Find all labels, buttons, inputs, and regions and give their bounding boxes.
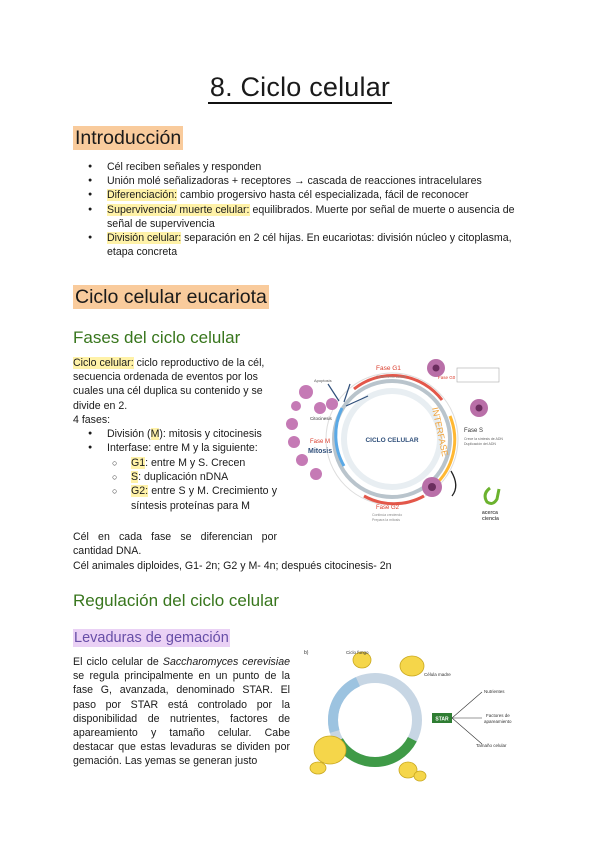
center-label: CICLO CELULAR <box>365 437 419 444</box>
factores-label-2: apareamiento <box>484 719 512 724</box>
fase-g0-label: Fase G0 <box>438 375 456 380</box>
heading-ciclo-eucariota: Ciclo celular eucariota <box>75 286 267 308</box>
apoptosis-label: Apoptosis <box>314 378 332 383</box>
fases-list <box>73 427 277 455</box>
logo-text-1: acerca <box>482 510 498 516</box>
star-label: STAR <box>435 716 449 723</box>
list-item: ● Diferenciación: cambio progersivo hasta cél especializada, fácil de reconocer <box>73 188 533 202</box>
fase-s-label: Fase S <box>464 428 484 434</box>
list-item: ● Cél reciben señales y responden <box>73 160 533 174</box>
paragraph-diploides: Cél animales diploides, G1- 2n; G2 y M- 4n; después citocinesis- 2n <box>73 560 392 572</box>
interfase-label: INTERFASE <box>430 406 451 458</box>
list-item: ● Unión molé señalizadoras + receptores → cascada de reacciones intracelulares <box>73 174 533 188</box>
fase-s-sub2: Duplicación del ADN <box>464 442 496 446</box>
intro-list <box>73 160 533 259</box>
fase-g2-sub2: Prepara la mitosis <box>372 518 401 522</box>
paragraph-cantidad-dna: Cél en cada fase se diferencian por cantidad DNA. <box>73 531 277 558</box>
n-fases: 4 fases: <box>73 414 111 426</box>
list-item: ○ S: duplicación nDNA <box>97 470 277 484</box>
fig2-label-b: b) <box>304 650 309 656</box>
list-item: ○ G1: entre M y S. Crecen <box>97 456 277 470</box>
subfases-list <box>97 456 277 513</box>
citocinesis-label: Citocinesis <box>310 416 332 421</box>
heading-introduccion: Introducción <box>75 127 182 149</box>
paragraph-levaduras: El ciclo celular de Saccharomyces cerevisiae se regula principalmente en un punto de la fase G, avanzada, denominado STAR. El paso por STAR está controlado por la disponibilidad de nutrientes, factores de apareamiento y tamaño celular. Cabe destacar que estas levaduras se dividen por gemación. Las yemas se generan justo <box>73 656 290 768</box>
fase-m-label: Fase M <box>310 439 331 445</box>
heading-fases: Fases del ciclo celular <box>73 328 241 347</box>
fase-g2-label: Fase G2 <box>376 505 400 511</box>
tamano-label: Tamaño celular <box>476 743 507 748</box>
def-ciclo: Ciclo celular: ciclo reproductivo de la cél, secuencia ordenada de eventos por los cuales una cél duplica su contenido y se divide en 2. <box>73 357 265 412</box>
g1-sub-label: Crecimiento celular <box>376 375 406 379</box>
yeast-cycle-diagram <box>300 644 525 784</box>
heading-levaduras: Levaduras de gemación <box>74 630 229 646</box>
list-item: ● División celular: separación en 2 cél hijas. En eucariotas: división núcleo y citoplasma, etapa concreta <box>73 231 533 259</box>
logo-text-2: ciencia <box>482 516 499 522</box>
list-item: ○ G2: entre S y M. Crecimiento y síntesis proteínas para M <box>97 484 277 512</box>
yema-label: Ciclo fungo <box>346 650 369 655</box>
page-title: 8. Ciclo celular <box>209 72 391 102</box>
list-item: ● Interfase: entre M y la siguiente: <box>73 441 277 455</box>
celula-label: Célula madre <box>424 672 451 677</box>
nutrientes-label: Nutrientes <box>484 689 505 694</box>
fase-s-sub1: Crece la síntesis de ADN <box>464 437 503 441</box>
list-item: ● Supervivencia/ muerte celular: equilibrados. Muerte por señal de muerte o ausencia de señal de supervivencia <box>73 203 533 231</box>
list-item: ● División (M): mitosis y citocinesis <box>73 427 277 441</box>
fase-g2-sub1: Continúa creciendo <box>372 513 403 517</box>
mitosis-label: Mitosis <box>308 448 333 455</box>
fase-g1-label: Fase G1 <box>376 365 401 372</box>
cell-cycle-diagram <box>284 346 520 528</box>
heading-regulacion: Regulación del ciclo celular <box>73 591 280 610</box>
factores-label-1: Factores de <box>486 713 510 718</box>
